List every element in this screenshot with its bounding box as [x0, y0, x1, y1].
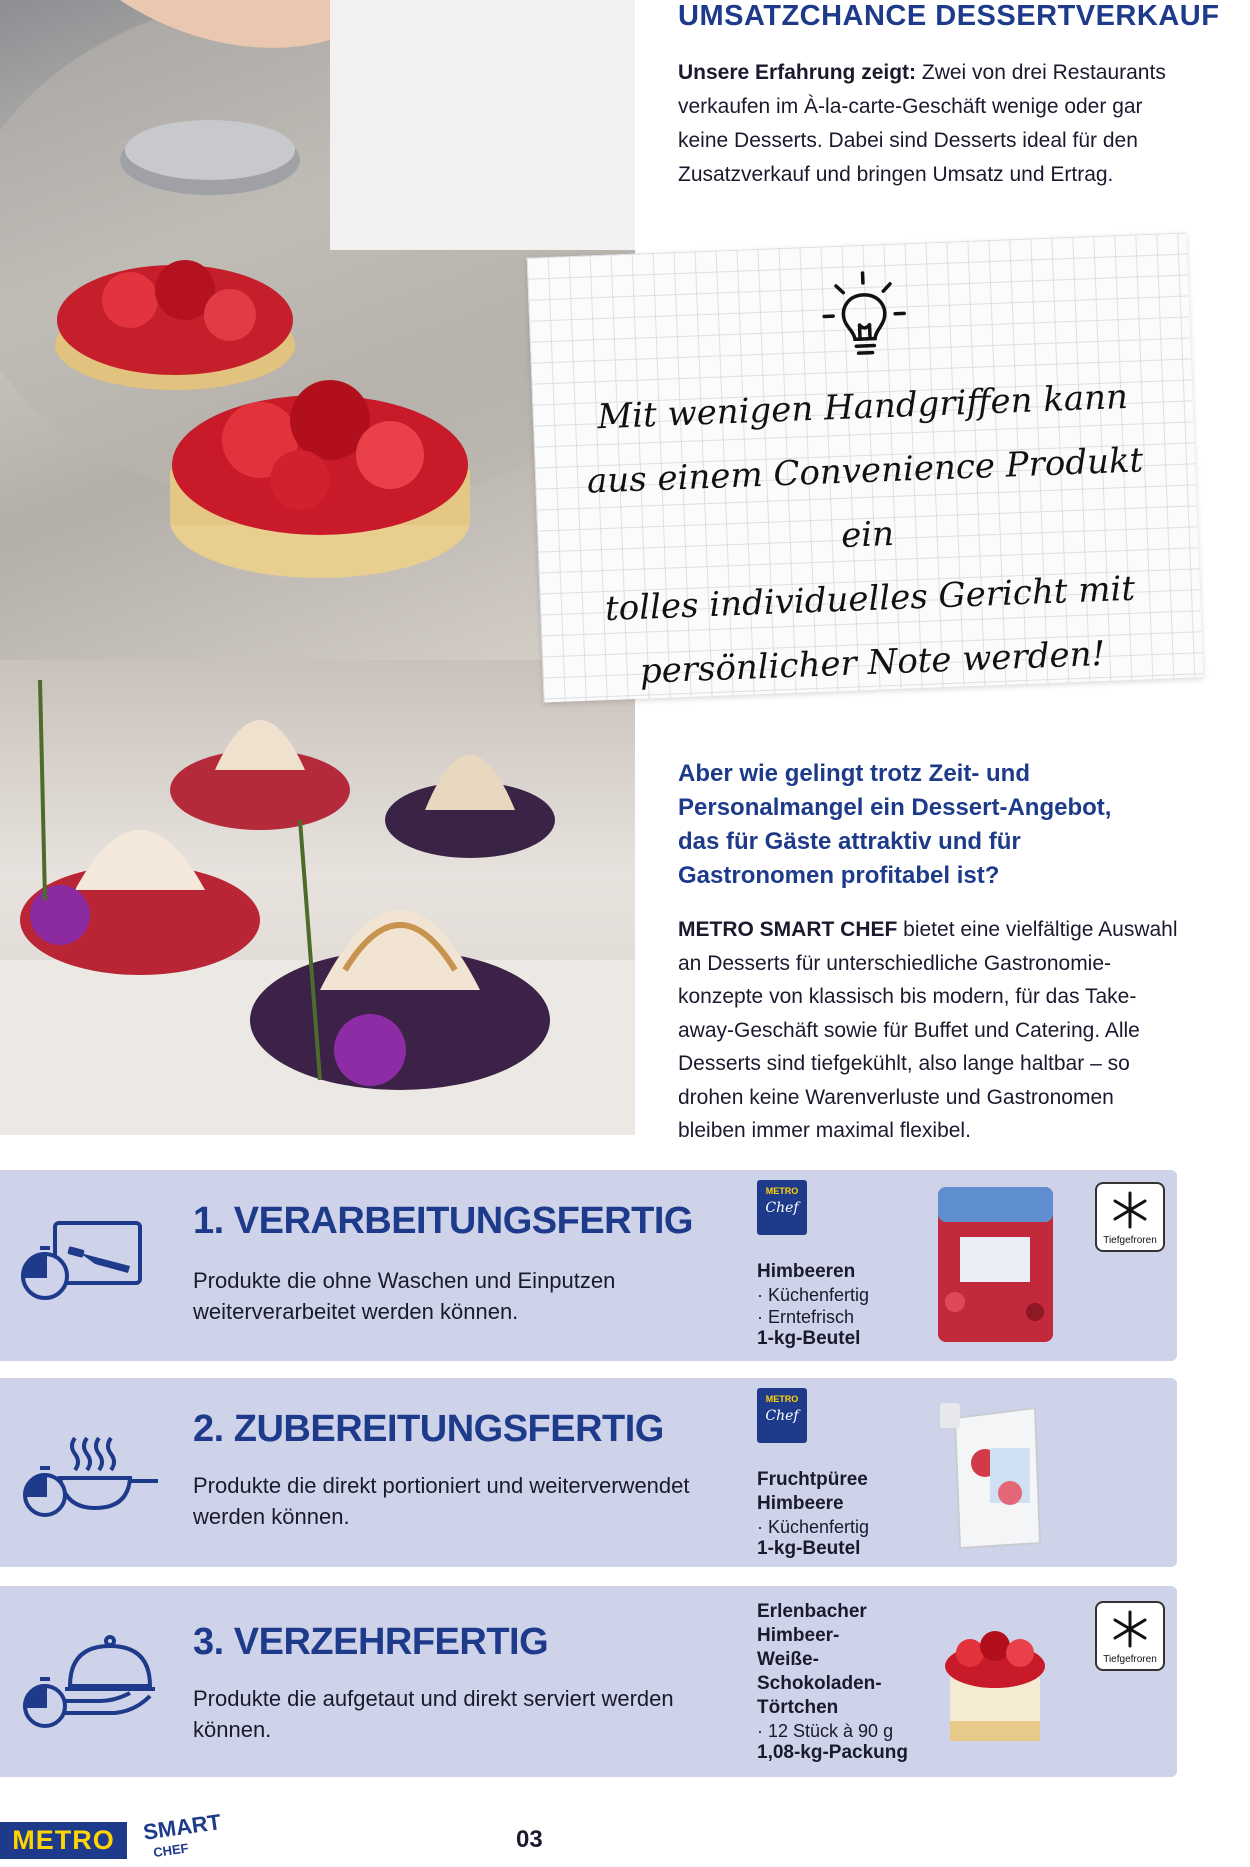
metro-logo-text: METRO — [12, 1825, 115, 1855]
smart-chef-logo — [141, 1809, 228, 1862]
snowflake-icon — [1110, 1190, 1150, 1230]
category-title: 1. VERARBEITUNGSFERTIG — [193, 1200, 693, 1242]
product-feature: · Erntefrisch — [757, 1307, 855, 1327]
cutting-board-knife-icon — [20, 1218, 150, 1308]
smart-chef-logo-bottom: CHEF — [152, 1840, 190, 1861]
note-line: aus einem Convenience Produkt ein — [586, 440, 1144, 556]
question-heading: Aber wie gelingt trotz Zeit- und Personalmangel ein Dessert-Angebot, das für Gäste attraktiv und für Gastronomen profitabel ist? — [678, 760, 1112, 889]
frying-pan-icon — [20, 1423, 160, 1518]
category-description: Produkte die ohne Waschen und Einputzen weiterverarbeitet werden können. — [193, 1268, 616, 1324]
raspberry-tartlet-image — [935, 1611, 1055, 1761]
raspberry-bag-image — [930, 1182, 1060, 1347]
category-title: 3. VERZEHRFERTIG — [193, 1621, 549, 1663]
frozen-label: Tiefgefroren — [1103, 1654, 1157, 1665]
snowflake-icon — [1110, 1609, 1150, 1649]
body-lead: METRO SMART CHEF — [678, 918, 898, 941]
page-headline: UMSATZCHANCE DESSERTVERKAUF — [678, 0, 1220, 32]
frozen-label: Tiefgefroren — [1103, 1235, 1157, 1246]
frozen-badge — [1095, 1182, 1165, 1252]
category-band-2 — [0, 1378, 1177, 1567]
frozen-badge — [1095, 1601, 1165, 1671]
category-band-1 — [0, 1170, 1177, 1361]
page-number: 03 — [516, 1826, 543, 1853]
product-info — [757, 1600, 947, 1764]
product-name: Himbeeren — [757, 1261, 856, 1282]
smart-chef-logo-top: SMART — [141, 1809, 223, 1845]
tip-note-text — [562, 364, 1174, 707]
product-feature: · Küchenfertig — [757, 1285, 870, 1305]
intro-text: Zwei von drei Restaurants verkaufen im À-la-carte-Geschäft wenige oder gar keine Desserts. Dabei sind Desserts ideal für den Zusatzverkauf und bringen Umsatz und Ertrag. — [678, 61, 1166, 186]
body-text: bietet eine vielfältige Auswahl an Desserts für unterschiedliche Gastronomie-konzepte von klassisch bis modern, für das Take-away-Geschäft sowie für Buffet und Catering. Alle Desserts sind tiefgekühlt, also lange haltbar – so drohen keine Warenverluste und Gastronomen bleiben immer maximal flexibel. — [678, 918, 1178, 1142]
product-pack-size: 1-kg-Beutel — [757, 1328, 861, 1349]
product-feature: · Küchenfertig — [757, 1517, 870, 1537]
brand-badge-top: METRO — [765, 1186, 799, 1196]
brand-badge-top: METRO — [765, 1394, 799, 1404]
intro-paragraph — [678, 56, 1188, 192]
product-name: Erlenbacher Himbeer- Weiße- Schokoladen- Törtchen — [757, 1601, 882, 1718]
brand-badge-bottom: Chef — [765, 1408, 799, 1424]
serving-cloche-icon — [20, 1631, 160, 1731]
brand-badge-bottom: Chef — [765, 1200, 799, 1216]
product-pack-size: 1,08-kg-Packung — [757, 1742, 908, 1763]
category-title: 2. ZUBEREITUNGSFERTIG — [193, 1408, 664, 1450]
intro-lead: Unsere Erfahrung zeigt: — [678, 61, 917, 84]
product-info — [757, 1260, 947, 1350]
body-paragraph — [678, 913, 1178, 1148]
tip-note-card — [527, 232, 1204, 702]
category-band-3 — [0, 1586, 1177, 1777]
product-name: Fruchtpüree Himbeere — [757, 1469, 868, 1514]
product-feature: · 12 Stück à 90 g — [757, 1721, 894, 1741]
puree-pouch-image — [935, 1393, 1055, 1553]
category-description: Produkte die direkt portioniert und weiterverwendet werden können. — [193, 1473, 690, 1529]
metro-chef-brand-badge — [757, 1388, 807, 1443]
product-pack-size: 1-kg-Beutel — [757, 1538, 861, 1559]
note-line: Mit wenigen Handgriffen kann — [596, 376, 1129, 438]
photo-meringue-tartlets — [0, 660, 635, 1135]
metro-logo — [0, 1822, 127, 1859]
note-line: persönlicher Note werden! — [639, 633, 1106, 692]
product-info — [757, 1468, 947, 1560]
note-line: tolles individuelles Gericht mit — [604, 568, 1136, 630]
lightbulb-icon — [817, 263, 911, 366]
category-description: Produkte die aufgetaut und direkt serviert werden können. — [193, 1686, 674, 1742]
metro-chef-brand-badge — [757, 1180, 807, 1235]
